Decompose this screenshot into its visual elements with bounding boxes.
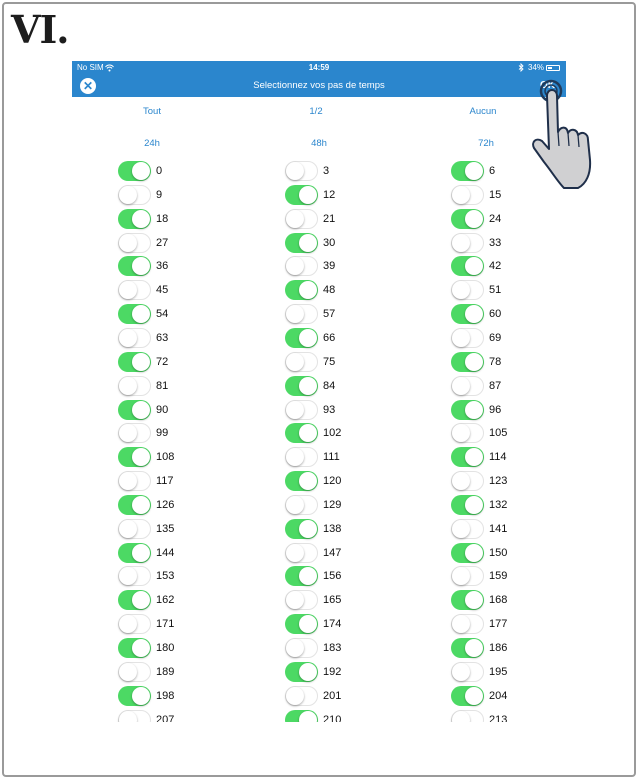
timestep-toggle[interactable] [285, 495, 318, 515]
toggle-knob [119, 281, 137, 299]
select-24h-button[interactable]: 24h [144, 138, 160, 149]
phone-screen [72, 61, 566, 722]
timestep-label: 189 [156, 665, 175, 678]
timestep-toggle[interactable] [451, 566, 484, 586]
toggle-knob [465, 162, 483, 180]
toggle-knob [465, 353, 483, 371]
timestep-label: 33 [489, 236, 502, 249]
toggle-knob [452, 663, 470, 681]
toggle-knob [286, 496, 304, 514]
toggle-knob [119, 615, 137, 633]
timestep-toggle[interactable] [118, 686, 151, 706]
timestep-toggle[interactable] [285, 662, 318, 682]
toggle-knob [286, 257, 304, 275]
timestep-label: 162 [156, 594, 175, 607]
page-title: Selectionnez vos pas de temps [253, 80, 385, 91]
timestep-label: 42 [489, 260, 502, 273]
toggle-knob [299, 567, 317, 585]
timestep-toggle[interactable] [118, 614, 151, 634]
timestep-label: 132 [489, 498, 508, 511]
timestep-toggle[interactable] [118, 161, 151, 181]
timestep-toggle[interactable] [285, 328, 318, 348]
select-half-button[interactable]: 1/2 [309, 106, 323, 117]
timestep-toggle[interactable] [285, 304, 318, 324]
timestep-label: 207 [156, 713, 175, 722]
toggle-knob [286, 591, 304, 609]
timestep-toggle[interactable] [451, 543, 484, 563]
timestep-label: 24 [489, 212, 502, 225]
toggle-knob [286, 639, 304, 657]
close-icon: ✕ [82, 79, 94, 93]
timestep-label: 183 [323, 642, 342, 654]
timestep-label: 210 [323, 713, 342, 722]
carrier-label: No SIM [77, 63, 104, 72]
toggle-knob [452, 615, 470, 633]
toggle-knob [132, 591, 150, 609]
timestep-toggle[interactable] [285, 710, 318, 722]
timestep-toggle[interactable] [451, 280, 484, 300]
toggle-knob [119, 234, 137, 252]
toggle-knob [132, 305, 150, 323]
toggle-knob [452, 186, 470, 204]
timestep-label: 81 [156, 379, 169, 392]
timestep-label: 0 [156, 165, 163, 177]
timestep-label: 159 [489, 570, 508, 583]
toggle-knob [299, 615, 317, 633]
timestep-toggle[interactable] [451, 471, 484, 491]
timestep-label: 15 [489, 188, 502, 201]
timestep-toggle[interactable] [118, 471, 151, 491]
timestep-label: 123 [489, 475, 508, 488]
timestep-toggle[interactable] [118, 352, 151, 372]
toggle-knob [132, 544, 150, 562]
page-label: VI. [11, 7, 69, 52]
toggle-knob [132, 162, 150, 180]
timestep-toggle[interactable] [285, 376, 318, 396]
timestep-label: 45 [156, 284, 169, 297]
timestep-label: 213 [489, 713, 508, 722]
timestep-label: 186 [489, 642, 508, 654]
timestep-toggle[interactable] [285, 686, 318, 706]
toggle-knob [299, 520, 317, 538]
timestep-label: 156 [323, 570, 342, 583]
toggle-knob [119, 567, 137, 585]
timestep-label: 180 [156, 642, 175, 654]
toggle-knob [119, 711, 137, 722]
timestep-label: 204 [489, 689, 508, 702]
timestep-toggle[interactable] [118, 710, 151, 722]
timestep-toggle[interactable] [285, 423, 318, 443]
timestep-label: 57 [323, 308, 336, 321]
timestep-toggle[interactable] [285, 566, 318, 586]
timestep-toggle[interactable] [118, 376, 151, 396]
timestep-toggle[interactable] [451, 638, 484, 658]
timestep-label: 3 [323, 165, 330, 177]
toggle-knob [465, 639, 483, 657]
timestep-toggle[interactable] [118, 543, 151, 563]
timestep-label: 111 [323, 451, 340, 464]
timestep-label: 60 [489, 308, 502, 321]
toggle-knob [299, 329, 317, 347]
toggle-knob [132, 496, 150, 514]
timestep-toggle[interactable] [118, 638, 151, 658]
timestep-toggle[interactable] [451, 495, 484, 515]
toggle-knob [119, 472, 137, 490]
timestep-toggle[interactable] [285, 209, 318, 229]
toggle-knob [299, 424, 317, 442]
timestep-toggle[interactable] [451, 352, 484, 372]
timestep-label: 138 [323, 522, 342, 535]
timestep-label: 120 [323, 475, 342, 488]
timestep-toggle[interactable] [285, 233, 318, 253]
toggle-knob [452, 329, 470, 347]
toggle-knob [299, 281, 317, 299]
timestep-toggle[interactable] [451, 614, 484, 634]
toggle-knob [132, 401, 150, 419]
timestep-toggle[interactable] [451, 447, 484, 467]
toggle-knob [465, 496, 483, 514]
toggle-knob [465, 687, 483, 705]
toggle-knob [286, 353, 304, 371]
timestep-label: 48 [323, 284, 336, 297]
timestep-label: 153 [156, 570, 175, 583]
toggle-knob [452, 472, 470, 490]
timestep-label: 87 [489, 379, 502, 392]
timestep-toggle[interactable] [285, 543, 318, 563]
timestep-label: 66 [323, 331, 336, 344]
timestep-label: 18 [156, 212, 169, 225]
timestep-label: 54 [156, 308, 169, 321]
timestep-toggle[interactable] [451, 328, 484, 348]
toggle-knob [465, 210, 483, 228]
toggle-knob [132, 210, 150, 228]
toggle-knob [286, 687, 304, 705]
toggle-knob [119, 424, 137, 442]
battery-icon [546, 65, 560, 71]
timestep-label: 51 [489, 284, 502, 297]
timestep-label: 168 [489, 594, 508, 607]
toggle-knob [132, 257, 150, 275]
timestep-label: 9 [156, 188, 163, 201]
timestep-label: 171 [156, 618, 175, 631]
ok-button[interactable]: OK [540, 80, 555, 91]
toggle-knob [452, 711, 470, 722]
toggle-knob [465, 544, 483, 562]
tap-hand-icon [530, 74, 602, 192]
timestep-label: 99 [156, 427, 169, 440]
timestep-label: 6 [489, 165, 496, 177]
timestep-toggle[interactable] [118, 400, 151, 420]
toggle-knob [452, 567, 470, 585]
timestep-label: 147 [323, 546, 342, 559]
timestep-toggle[interactable] [118, 590, 151, 610]
timestep-label: 144 [156, 546, 175, 559]
timestep-toggle[interactable] [451, 662, 484, 682]
timestep-toggle[interactable] [285, 280, 318, 300]
timestep-label: 21 [323, 212, 336, 225]
timestep-label: 102 [323, 427, 342, 440]
timestep-label: 195 [489, 665, 508, 678]
toggle-knob [299, 377, 317, 395]
toggle-knob [452, 424, 470, 442]
timestep-toggle[interactable] [451, 590, 484, 610]
timestep-toggle[interactable] [285, 471, 318, 491]
timestep-label: 105 [489, 427, 508, 440]
timestep-label: 39 [323, 260, 336, 273]
timestep-label: 69 [489, 331, 502, 344]
nav-bar [72, 75, 566, 97]
timestep-toggle[interactable] [285, 614, 318, 634]
timestep-toggle[interactable] [285, 519, 318, 539]
toggle-knob [299, 663, 317, 681]
timestep-toggle[interactable] [451, 256, 484, 276]
timestep-label: 174 [323, 618, 342, 631]
timestep-label: 93 [323, 403, 336, 416]
timestep-label: 12 [323, 188, 336, 201]
timestep-toggle[interactable] [451, 185, 484, 205]
timestep-toggle[interactable] [451, 519, 484, 539]
toggle-knob [299, 711, 317, 722]
timestep-toggle[interactable] [118, 662, 151, 682]
timestep-toggle[interactable] [118, 185, 151, 205]
toggle-knob [119, 329, 137, 347]
timestep-label: 141 [489, 522, 508, 535]
timestep-toggle[interactable] [285, 590, 318, 610]
bluetooth-icon [518, 61, 524, 75]
timestep-toggle[interactable] [451, 209, 484, 229]
toggle-knob [119, 520, 137, 538]
timestep-label: 27 [156, 236, 169, 249]
timestep-toggle[interactable] [118, 233, 151, 253]
timestep-label: 84 [323, 379, 336, 392]
toggle-knob [286, 210, 304, 228]
toggle-knob [465, 448, 483, 466]
toggle-knob [132, 353, 150, 371]
timestep-toggle[interactable] [118, 423, 151, 443]
timestep-toggle[interactable] [451, 423, 484, 443]
toggle-knob [452, 520, 470, 538]
toggle-knob [452, 281, 470, 299]
toggle-knob [132, 687, 150, 705]
toggle-knob [299, 186, 317, 204]
timestep-label: 63 [156, 331, 169, 344]
toggle-knob [286, 162, 304, 180]
timestep-label: 129 [323, 498, 342, 511]
toggle-knob [286, 544, 304, 562]
select-none-button[interactable]: Aucun [469, 106, 497, 117]
toggle-knob [286, 448, 304, 466]
timestep-toggle[interactable] [285, 185, 318, 205]
timestep-label: 198 [156, 689, 175, 702]
toggle-knob [465, 305, 483, 323]
status-bar [72, 61, 566, 75]
timestep-label: 201 [323, 689, 342, 702]
toggle-knob [299, 472, 317, 490]
timestep-label: 30 [323, 236, 336, 249]
timestep-toggle[interactable] [285, 638, 318, 658]
timestep-toggle[interactable] [451, 161, 484, 181]
timestep-label: 126 [156, 498, 175, 511]
timestep-label: 75 [323, 355, 336, 368]
timestep-toggle[interactable] [285, 447, 318, 467]
toggle-knob [132, 639, 150, 657]
toggle-knob [465, 401, 483, 419]
timestep-toggle[interactable] [118, 495, 151, 515]
timestep-label: 108 [156, 451, 175, 464]
timestep-label: 114 [489, 451, 507, 464]
toggle-knob [119, 377, 137, 395]
timestep-label: 72 [156, 355, 169, 368]
toggle-knob [465, 257, 483, 275]
timestep-toggle[interactable] [451, 710, 484, 722]
select-all-button[interactable]: Tout [143, 106, 161, 117]
toggle-knob [286, 305, 304, 323]
toggle-knob [452, 377, 470, 395]
timestep-toggle[interactable] [118, 519, 151, 539]
timestep-toggle[interactable] [118, 304, 151, 324]
battery-percent: 34% [528, 63, 545, 72]
select-48h-button[interactable]: 48h [311, 138, 327, 149]
timestep-toggle[interactable] [451, 686, 484, 706]
toggle-knob [132, 448, 150, 466]
timestep-label: 192 [323, 665, 342, 678]
timestep-toggle[interactable] [285, 256, 318, 276]
timestep-label: 78 [489, 355, 502, 368]
timestep-label: 150 [489, 546, 508, 559]
toggle-knob [299, 234, 317, 252]
timestep-toggle[interactable] [451, 304, 484, 324]
timestep-toggle[interactable] [451, 400, 484, 420]
timestep-label: 135 [156, 522, 175, 535]
toggle-knob [119, 186, 137, 204]
timestep-toggle[interactable] [118, 328, 151, 348]
toggle-knob [465, 591, 483, 609]
timestep-label: 90 [156, 403, 169, 416]
timestep-toggle[interactable] [451, 233, 484, 253]
timestep-toggle[interactable] [118, 256, 151, 276]
timestep-toggle[interactable] [451, 376, 484, 396]
select-72h-button[interactable]: 72h [478, 138, 494, 149]
timestep-toggle[interactable] [285, 352, 318, 372]
timestep-toggle[interactable] [118, 209, 151, 229]
toggle-knob [452, 234, 470, 252]
timestep-toggle[interactable] [285, 400, 318, 420]
timestep-label: 117 [156, 475, 174, 488]
clock: 14:59 [308, 63, 330, 72]
timestep-toggle[interactable] [118, 566, 151, 586]
timestep-label: 177 [489, 618, 508, 631]
timestep-toggle[interactable] [285, 161, 318, 181]
timestep-label: 36 [156, 260, 169, 273]
toggle-knob [119, 663, 137, 681]
timestep-label: 96 [489, 403, 502, 416]
toggle-knob [286, 401, 304, 419]
timestep-toggle[interactable] [118, 280, 151, 300]
timestep-toggle[interactable] [118, 447, 151, 467]
timestep-label: 165 [323, 594, 342, 607]
